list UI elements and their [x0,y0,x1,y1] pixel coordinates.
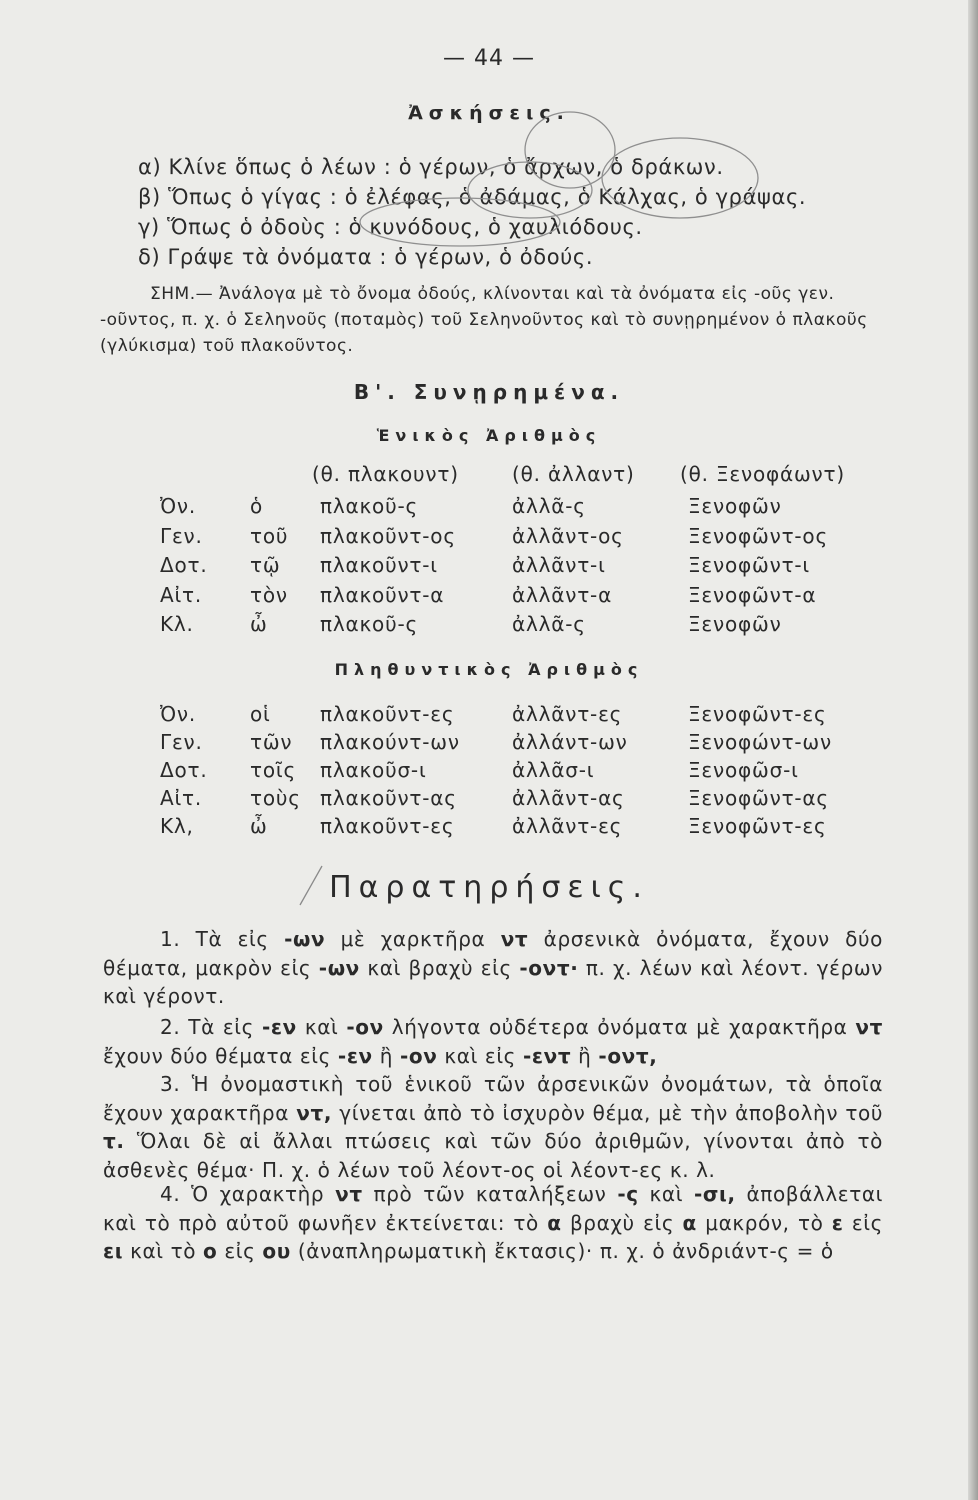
article: τῶν [250,730,293,754]
bold-term: -ων [318,955,360,980]
bold-term: α [547,1210,562,1235]
form-allas: ἀλλᾶσ-ι [512,758,595,782]
text-run: 1. Τὰ εἰς [160,927,285,951]
form-xenofon: Ξενοφῶσ-ι [688,758,799,782]
article: ὦ [250,814,268,838]
text-run: μὲ χαρκτῆρα [325,927,501,951]
form-allas: ἀλλᾶντ-ος [512,523,624,548]
case-label: Δοτ. [160,758,208,782]
form-xenofon: Ξενοφῶντ-ι [688,553,810,577]
article: ὁ [250,494,264,518]
exercise-b: β) Ὅπως ὁ γίγας : ὁ ἐλέφας, ὁ ἀδάμας, ὁ Κάλχας, ὁ γράψας. [138,185,807,209]
form-plakous: πλακοῦντ-ες [320,814,455,838]
text-run: (ἀναπληρωματικὴ ἔκτασις)· π. χ. ὁ ἀνδριάντ-ς = ὁ [290,1239,834,1264]
bold-term: -ς [617,1182,639,1206]
form-allas: ἀλλᾶντ-ας [512,786,625,810]
note-line-2: -οῦντος, π. χ. ὁ Σεληνοῦς (ποταμὸς) τοῦ Σεληνοῦντος καὶ τὸ συνῃρημένον ὁ πλακοῦς [100,310,868,330]
bold-term: -σι, [693,1182,736,1206]
text-run: καὶ [296,1015,347,1039]
exercises-title: Ἀσκήσεις. [408,102,570,124]
form-xenofon: Ξενοφῶν [688,612,782,636]
bold-term: -οντ, [598,1043,658,1068]
text-run: μακρόν, τὸ [696,1210,832,1235]
form-allas: ἀλλᾶ-ς [512,612,586,636]
text-run: εἰς [217,1239,263,1264]
bold-term: ντ [335,1182,363,1206]
form-xenofon: Ξενοφώντ-ων [688,730,832,754]
pencil-slash [300,866,322,905]
article: οἱ [250,702,271,726]
text-run: καὶ τὸ [123,1239,204,1264]
exercise-a: α) Κλίνε ὅπως ὁ λέων : ὁ γέρων, ὁ ἄρχων, ὁ δράκων. [138,155,724,179]
bold-term: -οντ· [519,955,579,980]
text-run: ἀρσενικὰ ὀνόματα, ἔχουν δύο θέματα, μακρὸν εἰς [103,927,883,980]
form-plakous: πλακοῦ-ς [320,494,419,518]
form-allas: ἀλλᾶ-ς [512,494,586,518]
text-run: εἰς [843,1210,884,1235]
observations-title: Παρατηρήσεις. [329,870,649,905]
form-xenofon: Ξενοφῶντ-ες [688,814,827,838]
form-allas: ἀλλάντ-ων [512,730,628,754]
text-run: καὶ [638,1182,694,1206]
case-label: Αἰτ. [160,786,203,810]
article: τῷ [250,553,281,577]
form-allas: ἀλλᾶντ-ι [512,553,606,577]
form-plakous: πλακοῦσ-ι [320,758,427,782]
note-line-1: ΣΗΜ.— Ἀνάλογα μὲ τὸ ὄνομα ὀδούς, κλίνονται καὶ τὰ ὀνόματα εἰς -οῦς γεν. [150,284,835,304]
case-label: Κλ. [160,612,194,636]
article: τοῦ [250,523,289,548]
page-number: — 44 — [443,46,535,71]
case-label: Δοτ. [160,553,208,577]
case-label: Ὀν. [160,494,197,518]
form-plakous: πλακοῦντ-ος [320,523,456,548]
case-label: Ὀν. [160,702,197,726]
pencil-circle-3 [602,138,758,218]
form-plakous: πλακοῦντ-α [320,582,445,607]
case-label: Γεν. [160,730,203,754]
bold-term: -ων [284,927,326,951]
text-run: καὶ εἰς [437,1043,523,1068]
bold-term: ντ [500,927,529,951]
form-allas: ἀλλᾶντ-α [512,582,613,607]
article: τοὺς [250,786,301,810]
bold-term: ο [203,1239,218,1264]
stem-xenofaont: (θ. Ξενοφάωντ) [680,462,845,486]
text-run: ἢ [372,1043,400,1068]
bold-term: ει [103,1239,124,1264]
text-run: 3. Ἡ ὀνομαστικὴ τοῦ ἑνικοῦ τῶν ἀρσενικῶν ὀνομάτων, τὰ ὁποῖα ἔχουν χαρακτῆρα [103,1072,883,1125]
text-run: ἀποβάλλεται καὶ τὸ πρὸ αὐτοῦ φωνῆεν ἐκτείνεται: τὸ [103,1182,883,1235]
stem-plakount: (θ. πλακουντ) [312,462,459,486]
form-xenofon: Ξενοφῶντ-ος [688,523,829,548]
bold-term: ου [262,1239,291,1264]
bold-term: ντ [855,1015,884,1039]
form-plakous: πλακοῦντ-ι [320,553,438,577]
article: τοῖς [250,758,296,782]
form-plakous: πλακοῦ-ς [320,612,419,636]
article: ὦ [250,612,268,636]
text-run: 2. Τὰ εἰς [160,1015,262,1039]
bold-term: τ. [103,1129,125,1154]
form-xenofon: Ξενοφῶντ-ας [688,786,829,810]
text-run: λήγοντα οὐδέτερα ὀνόματα μὲ χαρακτῆρα [383,1015,856,1039]
form-xenofon: Ξενοφῶν [688,494,782,518]
form-plakous: πλακοῦντ-ες [320,702,455,726]
bold-term: α [682,1210,697,1235]
pencil-circle-4 [360,198,560,246]
form-allas: ἀλλᾶντ-ες [512,814,623,838]
text-run: Ὅλαι δὲ αἱ ἄλλαι πτώσεις καὶ τῶν δύο ἀριθμῶν, γίνονται ἀπὸ τὸ ἀσθενὲς θέμα· Π. χ. ὁ λέων τοῦ λέοντ-ος οἱ λέοντ-ες κ. λ. [103,1129,883,1182]
bold-term: -εν [261,1015,297,1039]
text-run: ἢ [571,1043,599,1068]
case-label: Γεν. [160,523,203,548]
text-run: πρὸ τῶν καταλήξεων [362,1182,618,1206]
bold-term: -εν [337,1043,373,1068]
case-label: Αἰτ. [160,582,203,607]
text-run: γίνεται ἀπὸ τὸ ἰσχυρὸν θέμα, μὲ τὴν ἀποβολὴν τοῦ [332,1100,883,1125]
bold-term: -ον [399,1043,438,1068]
exercise-d: δ) Γράψε τὰ ὀνόματα : ὁ γέρων, ὁ ὀδούς. [138,245,594,269]
text-run: καὶ βραχὺ εἰς [359,955,520,980]
text-run: 4. Ὁ χαρακτὴρ [160,1182,336,1206]
section-title: Β'. Συνῃρημένα. [353,380,625,404]
form-allas: ἀλλᾶντ-ες [512,702,623,726]
form-plakous: πλακούντ-ων [320,730,460,754]
form-plakous: πλακοῦντ-ας [320,786,457,810]
text-run: ἔχουν δύο θέματα εἰς [103,1043,338,1068]
stem-allant: (θ. ἀλλαντ) [512,462,635,486]
pencil-circle-2 [468,162,592,218]
article: τὸν [250,582,288,607]
bold-term: ε [831,1210,844,1235]
case-label: Κλ, [160,814,194,838]
form-xenofon: Ξενοφῶντ-ες [688,702,827,726]
text-run: βραχὺ εἰς [561,1210,683,1235]
bold-term: ντ, [296,1100,333,1125]
plural-title: Πληθυντικὸς Ἀριθμὸς [334,660,644,679]
form-xenofon: Ξενοφῶντ-α [688,582,817,607]
bold-term: -ον [346,1015,384,1039]
text-run: π. χ. λέων καὶ λέοντ. γέρων καὶ γέροντ. [103,955,883,1009]
bold-term: -εντ [522,1043,572,1068]
exercise-c: γ) Ὅπως ὁ ὀδοὺς : ὁ κυνόδους, ὁ χαυλιόδους. [138,215,643,239]
note-line-3: (γλύκισμα) τοῦ πλακοῦντος. [100,336,354,356]
singular-title: Ἑνικὸς Ἀριθμὸς [376,426,602,445]
